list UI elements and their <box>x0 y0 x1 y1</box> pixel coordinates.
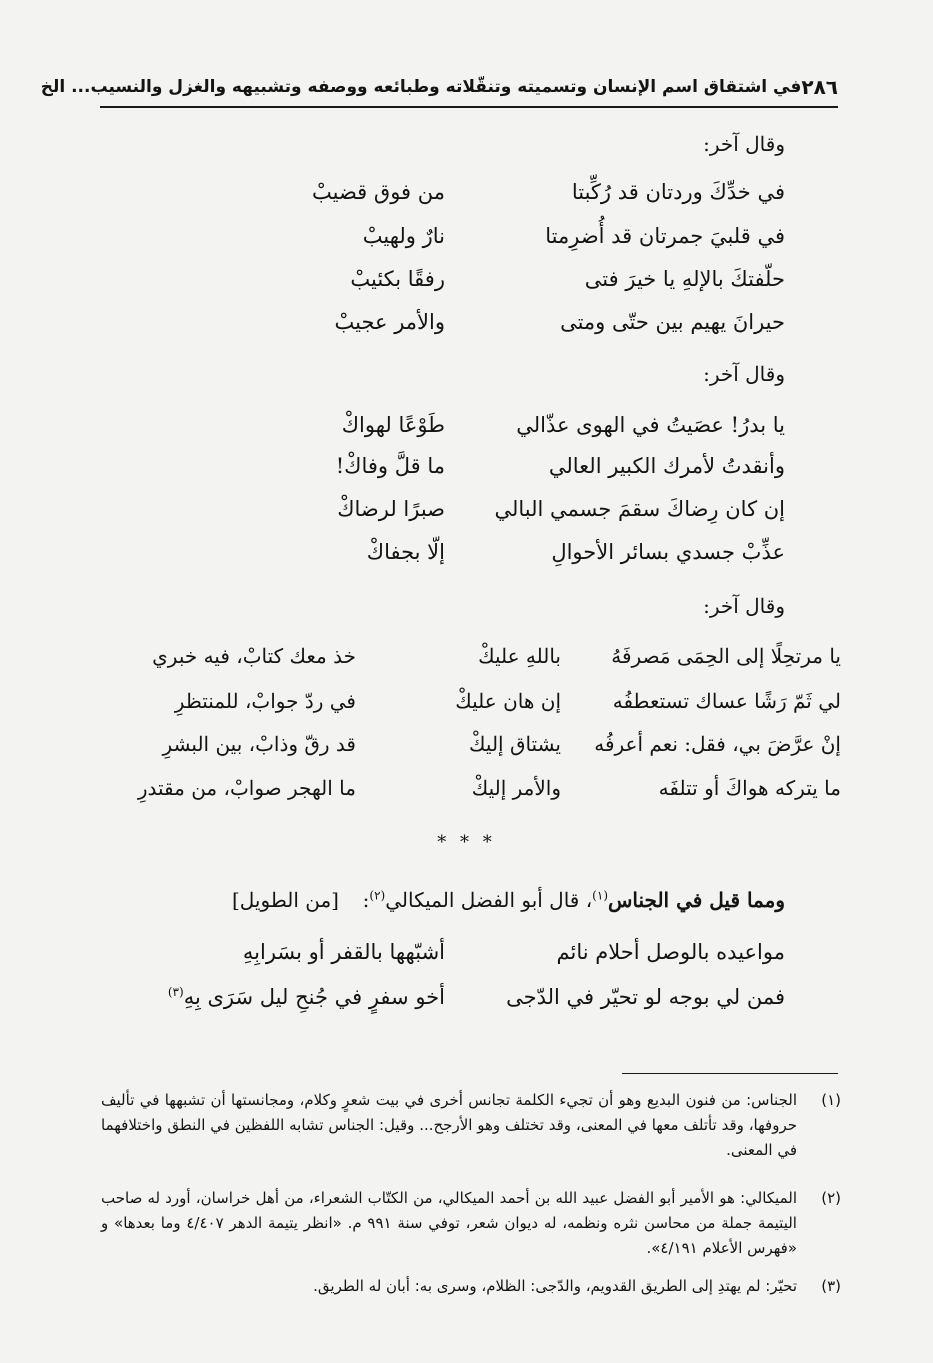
jinas-intro <box>363 888 785 912</box>
jinas-heading: ومما قيل في الجناس <box>608 888 785 912</box>
verse-line <box>0 267 933 311</box>
verse-segment-2: إن هان عليكْ <box>455 689 561 713</box>
verse-line <box>0 940 933 984</box>
verse-segment-3: قد رقّ وذابْ، بين البشرِ <box>162 732 356 756</box>
first-hemistich: حلّفتكَ بالإلهِ يا خيرَ فتى <box>584 267 785 291</box>
verse-line <box>0 776 933 820</box>
verse-segment-1: ما يتركه هواكَ أو تتلفَه <box>658 776 841 800</box>
section-intro: وقال آخر: <box>703 132 785 156</box>
verse-line <box>0 985 933 1029</box>
verse-segment-1: إنْ عرَّضَ بي، فقل: نعم أعرفُه <box>594 732 841 756</box>
second-hemistich: طَوْعًا لهواكْ <box>341 413 445 437</box>
verse-segment-2: باللهِ عليكْ <box>478 644 561 668</box>
verse-segment-1: لي ثَمّ رَشًا عساك تستعطفُه <box>612 689 841 713</box>
section-intro: وقال آخر: <box>703 362 785 386</box>
verse-line <box>0 689 933 733</box>
verse-segment-3: ما الهجر صوابْ، من مقتدرِ <box>137 776 356 800</box>
verse-line <box>0 310 933 354</box>
footnote-text: الميكالي: هو الأمير أبو الفضل عبيد الله بن أحمد الميكالي، من الكتّاب الشعراء، من أهل خراسان، أورد له صاحب اليتيمة جملة من محاسن نثره ونظمه، له ديوان شعر، توفي سنة ٩٩١ م. «انظر يتيمة الدهر ٤/٤٠٧ وما بعدها» و «فهرس الأعلام ٤/١٩١». <box>101 1189 797 1257</box>
footnote-marker: (٣) <box>821 1277 841 1295</box>
footnote <box>101 1088 841 1163</box>
first-hemistich: يا بدرُ! عصَيتُ في الهوى عذّالي <box>516 413 785 437</box>
verse-segment-3: خذ معك كتابْ، فيه خبري <box>152 644 356 668</box>
page-number: ٢٨٦ <box>801 75 838 99</box>
second-hemistich <box>168 985 445 1009</box>
verse-segment-1: يا مرتحِلًا إلى الحِمَى مَصرفَهُ <box>611 644 841 668</box>
verse-line <box>0 540 933 584</box>
verse-line <box>0 454 933 498</box>
second-hemistich: أشبّهها بالقفر أو بسَرابِهِ <box>242 940 445 964</box>
second-hemistich: ما قلَّ وفاكْ! <box>335 454 445 478</box>
first-hemistich: في قلبيَ جمرتان قد أُضرِمتا <box>545 224 785 248</box>
footnote-ref: (٢) <box>369 888 386 903</box>
page-header <box>40 68 838 108</box>
first-hemistich: وأنقدتُ لأمرك الكبير العالي <box>548 454 785 478</box>
second-hemistich: والأمر عجيبْ <box>334 310 445 334</box>
second-hemistich: رفقًا بكئيبْ <box>350 267 445 291</box>
verse-line <box>0 732 933 776</box>
second-hemistich: إلّا بجفاكْ <box>366 540 445 564</box>
footnote-ref: (٣) <box>167 985 184 999</box>
verse-line <box>0 413 933 457</box>
verse-line <box>0 497 933 541</box>
section-separator: * * * <box>437 832 496 853</box>
footnote-text: تحيّر: لم يهتدِ إلى الطريق القدويم، والدّجى: الظلام، وسرى به: أبان له الطريق. <box>313 1277 797 1295</box>
verse-line <box>0 180 933 224</box>
footnote-ref: (١) <box>592 888 608 903</box>
verse-segment-3: في ردّ جوابْ، للمنتظرِ <box>174 689 356 713</box>
verse-line <box>0 224 933 268</box>
first-hemistich: حيرانَ يهيم بين حتّى ومتى <box>560 310 785 334</box>
jinas-colon: : <box>362 888 370 912</box>
footnote <box>101 1186 841 1261</box>
verse-segment-2: يشتاق إليكْ <box>469 732 561 756</box>
section-intro: وقال آخر: <box>703 594 785 618</box>
first-hemistich: مواعيده بالوصل أحلام نائم <box>556 940 785 964</box>
first-hemistich: إن كان رِضاكَ سقمَ جسمي البالي <box>494 497 785 521</box>
second-hemistich: من فوق قضيبْ <box>312 180 445 204</box>
hemistich-text: أخو سفرٍ في جُنحِ ليل سَرَى بِهِ <box>183 985 445 1009</box>
meter-label: [من الطويل] <box>231 888 339 912</box>
footnote-marker: (٢) <box>821 1189 841 1207</box>
footnote-divider <box>622 1073 838 1074</box>
first-hemistich: في خدِّكَ وردتان قد رُكِّبتا <box>571 180 785 204</box>
footnote <box>101 1274 841 1299</box>
verse-line <box>0 644 933 688</box>
verse-segment-2: والأمر إليكْ <box>471 776 561 800</box>
second-hemistich: صبرًا لرضاكْ <box>337 497 445 521</box>
first-hemistich: فمن لي بوجه لو تحيّر في الدّجى <box>506 985 785 1009</box>
second-hemistich: نارٌ ولهيبْ <box>362 224 445 248</box>
jinas-text: ، قال أبو الفضل الميكالي <box>385 888 593 912</box>
first-hemistich: عذِّبْ جسدي بسائر الأحوالِ <box>551 540 785 564</box>
footnote-marker: (١) <box>821 1091 841 1109</box>
footnote-text: الجناس: من فنون البديع وهو أن تجيء الكلمة تجانس أخرى في بيت شعرٍ وكلام، ومجانستها أن تشبهها في تأليف حروفها، وقد تأتلف معها في المعنى، وقد تختلف وهو الأرجح... وقيل: الجناس تشابه اللفظين في النطق واختلافهما في المعنى. <box>101 1091 797 1159</box>
running-title: في اشتقاق اسم الإنسان وتسميته وتنقّلاته وطبائعه ووصفه وتشبيهه والغزل والنسيب... الخ <box>40 77 802 97</box>
